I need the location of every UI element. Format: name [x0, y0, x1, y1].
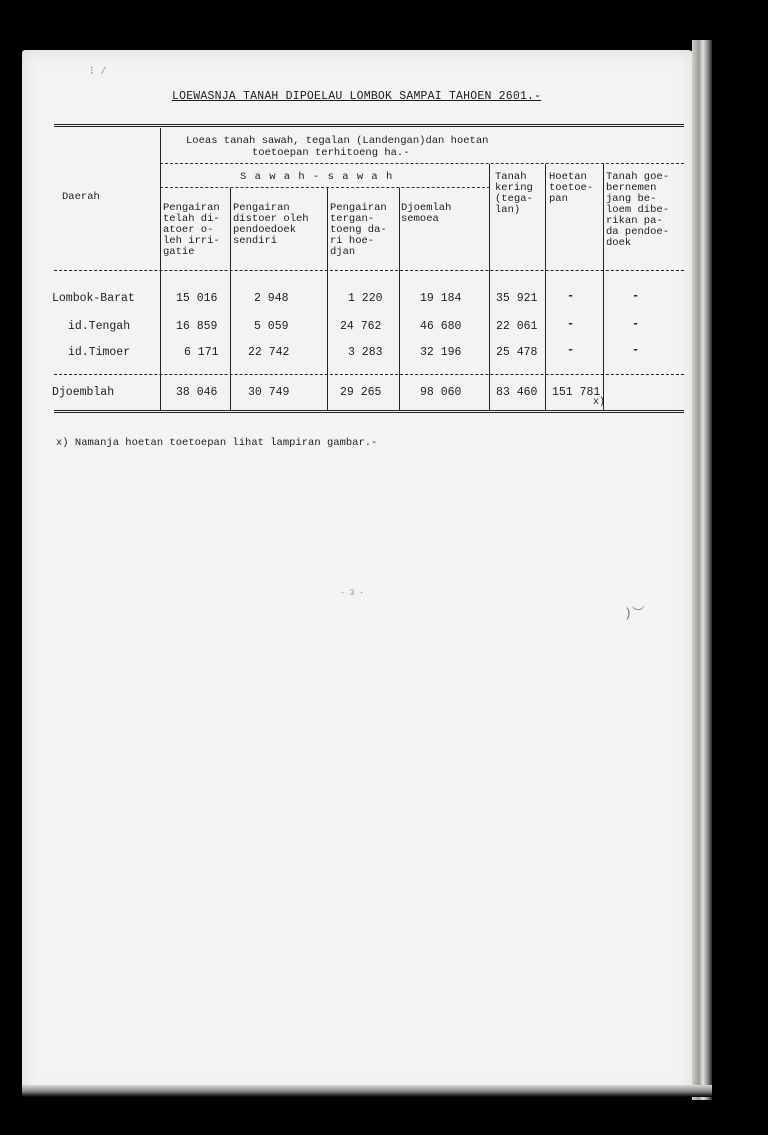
cell: -	[632, 317, 640, 331]
cell: -	[567, 317, 575, 331]
page-bottom-edge	[22, 1085, 712, 1097]
col-divider	[399, 188, 400, 410]
total-cell: 29 265	[340, 386, 382, 399]
col-divider	[230, 188, 231, 410]
total-cell-hoetan: 151 781	[552, 386, 601, 399]
header-main-line2: toetoepan terhitoeng ha.-	[252, 147, 410, 159]
total-cell: 83 460	[496, 386, 538, 399]
cell: 35 921	[496, 292, 538, 305]
header-col-tegalan: Tanah kering (tega- lan)	[495, 171, 533, 216]
col-divider	[489, 164, 490, 410]
col-divider	[603, 164, 604, 410]
page-number: - 3 -	[340, 589, 365, 598]
row-label: id.Tengah	[68, 320, 131, 333]
total-cell: 38 046	[176, 386, 218, 399]
header-col-goebernemen: Tanah goe- bernemen jang be- loem dibe- rikan pa- da pendoe- doek	[606, 171, 670, 249]
cell: 19 184	[420, 292, 462, 305]
cell: 32 196	[420, 346, 462, 359]
row-label: Lombok-Barat	[52, 292, 135, 305]
cell: 6 171	[184, 346, 219, 359]
header-daerah: Daerah	[62, 191, 100, 203]
page-title: LOEWASNJA TANAH DIPOELAU LOMBOK SAMPAI TAHOEN 2601.-	[172, 90, 542, 103]
col-divider	[545, 164, 546, 410]
cell: 3 283	[348, 346, 383, 359]
cell: -	[632, 289, 640, 303]
handwritten-mark: ⁝ ⁄	[90, 66, 107, 78]
sawah-divider	[160, 187, 490, 188]
cell: -	[567, 289, 575, 303]
cell: -	[567, 343, 575, 357]
cell: 15 016	[176, 292, 218, 305]
cell: 2 948	[254, 292, 289, 305]
footnote: x) Namanja hoetan toetoepan lihat lampiran gambar.-	[56, 437, 378, 449]
page-stack-edge	[692, 40, 712, 1100]
table-top-rule	[54, 124, 684, 127]
header-col-irrigatie: Pengairan telah di- atoer o- leh irri- gatie	[163, 202, 220, 258]
total-label: Djoemblah	[52, 386, 115, 399]
total-cell: 98 060	[420, 386, 462, 399]
cell: 46 680	[420, 320, 462, 333]
cell: -	[632, 343, 640, 357]
col-divider	[327, 188, 328, 410]
pencil-mark: )︶	[624, 606, 645, 621]
cell: 22 061	[496, 320, 538, 333]
cell: 25 478	[496, 346, 538, 359]
total-footnote-mark: x)	[593, 397, 606, 408]
header-col-pendoedoek: Pengairan distoer oleh pendoedoek sendiri	[233, 202, 309, 247]
header-divider	[160, 163, 684, 164]
header-sawah-group: S a w a h - s a w a h	[240, 171, 394, 183]
cell: 16 859	[176, 320, 218, 333]
header-col-hoedjan: Pengairan tergan- toeng da- ri hoe- djan	[330, 202, 387, 258]
cell: 24 762	[340, 320, 382, 333]
col-divider	[160, 128, 161, 410]
cell: 1 220	[348, 292, 383, 305]
total-cell: 30 749	[248, 386, 290, 399]
table-bottom-rule	[54, 410, 684, 413]
header-bottom-rule	[54, 270, 684, 271]
header-main: Loeas tanah sawah, tegalan (Landengan)dan hoetan	[186, 135, 489, 147]
total-top-rule	[54, 374, 684, 375]
row-label: id.Timoer	[68, 346, 131, 359]
cell: 5 059	[254, 320, 289, 333]
cell: 22 742	[248, 346, 290, 359]
header-col-djoemlah: Djoemlah semoea	[401, 202, 452, 225]
header-col-hoetan: Hoetan toetoe- pan	[549, 171, 594, 205]
